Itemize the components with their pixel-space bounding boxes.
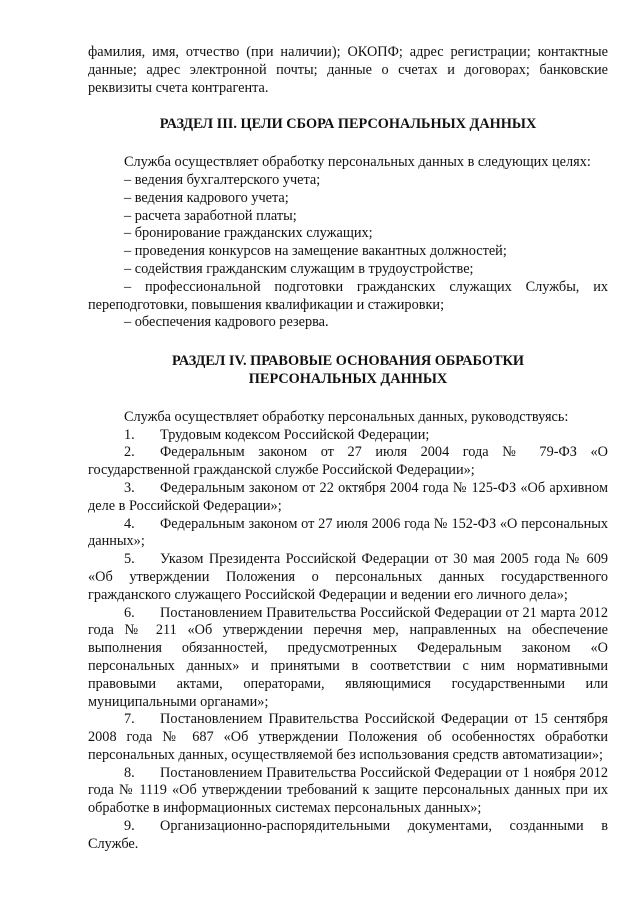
- item-text: Постановлением Правительства Российской Федерации от 21 марта 2012 года № 211 «Об утверждении перечня мер, направленных на обеспечение выполнения обязанностей, предусмотренных Федеральным законом «О персональных данных» и принятыми в соответствии с ним нормативными правовыми актами, операторами, являющимися государственными или муниципальными органами»;: [88, 604, 608, 710]
- item-number: 1.: [124, 426, 135, 443]
- legal-basis-item: [88, 480, 608, 516]
- item-text: Постановлением Правительства Российской Федерации от 1 ноября 2012 года № 1119 «Об утверждении требований к защите персональных данных при их обработке в информационных системах персональных данных»;: [88, 764, 608, 817]
- section-3-heading: РАЗДЕЛ III. ЦЕЛИ СБОРА ПЕРСОНАЛЬНЫХ ДАННЫХ: [159, 116, 537, 133]
- purpose-item: – расчета заработной платы;: [124, 207, 297, 224]
- item-number: 6.: [124, 604, 135, 621]
- legal-basis-item: [88, 516, 608, 552]
- legal-basis-item: [88, 765, 608, 818]
- legal-basis-item: [88, 551, 608, 604]
- purpose-item: – бронирование гражданских служащих;: [124, 225, 373, 242]
- legal-basis-item: [88, 818, 608, 854]
- section-4-heading-line-1: РАЗДЕЛ IV. ПРАВОВЫЕ ОСНОВАНИЯ ОБРАБОТКИ: [171, 353, 525, 370]
- legal-basis-item: [88, 427, 608, 445]
- item-text: Федеральным законом от 22 октября 2004 года № 125-ФЗ «Об архивном деле в Российской Федерации»;: [88, 479, 608, 514]
- legal-basis-item: [88, 444, 608, 480]
- item-number: 3.: [124, 479, 135, 496]
- legal-basis-item: [88, 711, 608, 764]
- item-text: Федеральным законом от 27 июля 2004 года № 79-ФЗ «О государственной гражданской службе Российской Федерации»;: [88, 444, 608, 479]
- item-number: 8.: [124, 764, 135, 781]
- purpose-item: – профессиональной подготовки гражданских служащих Службы, их переподготовки, повышения квалификации и стажировки;: [88, 278, 608, 313]
- section-4-lead: Служба осуществляет обработку персональных данных, руководствуясь:: [124, 408, 569, 425]
- section-4-heading: [88, 353, 608, 389]
- item-number: 2.: [124, 444, 135, 461]
- item-number: 5.: [124, 551, 135, 568]
- item-text: Федеральным законом от 27 июля 2006 года № 152-ФЗ «О персональных данных»;: [88, 515, 608, 550]
- legal-basis-item: [88, 605, 608, 712]
- item-text: Организационно-распорядительными документами, созданными в Службе.: [88, 818, 608, 852]
- purpose-item: – проведения конкурсов на замещение вакантных должностей;: [124, 243, 507, 260]
- item-text: Трудовым кодексом Российской Федерации;: [160, 426, 430, 443]
- section-4-heading-line-2: ПЕРСОНАЛЬНЫХ ДАННЫХ: [248, 370, 448, 387]
- purpose-item: – ведения кадрового учета;: [124, 189, 289, 206]
- purpose-item: – обеспечения кадрового резерва.: [124, 314, 329, 331]
- purpose-item: – ведения бухгалтерского учета;: [124, 171, 321, 188]
- item-text: Постановлением Правительства Российской Федерации от 15 сентября 2008 года № 687 «Об утверждении Положения об особенностях обработки персональных данных, осуществляемой без использования средств автоматизации»;: [88, 711, 608, 763]
- item-number: 4.: [124, 515, 135, 532]
- section-3-lead: Служба осуществляет обработку персональных данных в следующих целях:: [124, 154, 591, 171]
- document-page: [88, 44, 608, 854]
- item-number: 7.: [124, 711, 135, 728]
- purpose-item: – содействия гражданским служащим в трудоустройстве;: [124, 260, 474, 277]
- item-number: 9.: [124, 818, 135, 835]
- intro-paragraph: фамилия, имя, отчество (при наличии); ОКОПФ; адрес регистрации; контактные данные; адрес электронной почты; данные о счетах и договорах; банковские реквизиты счета контрагента.: [88, 44, 608, 96]
- item-text: Указом Президента Российской Федерации от 30 мая 2005 года № 609 «Об утверждении Положения о персональных данных государственного гражданского служащего Российской Федерации и ведении его личного дела»;: [88, 551, 608, 603]
